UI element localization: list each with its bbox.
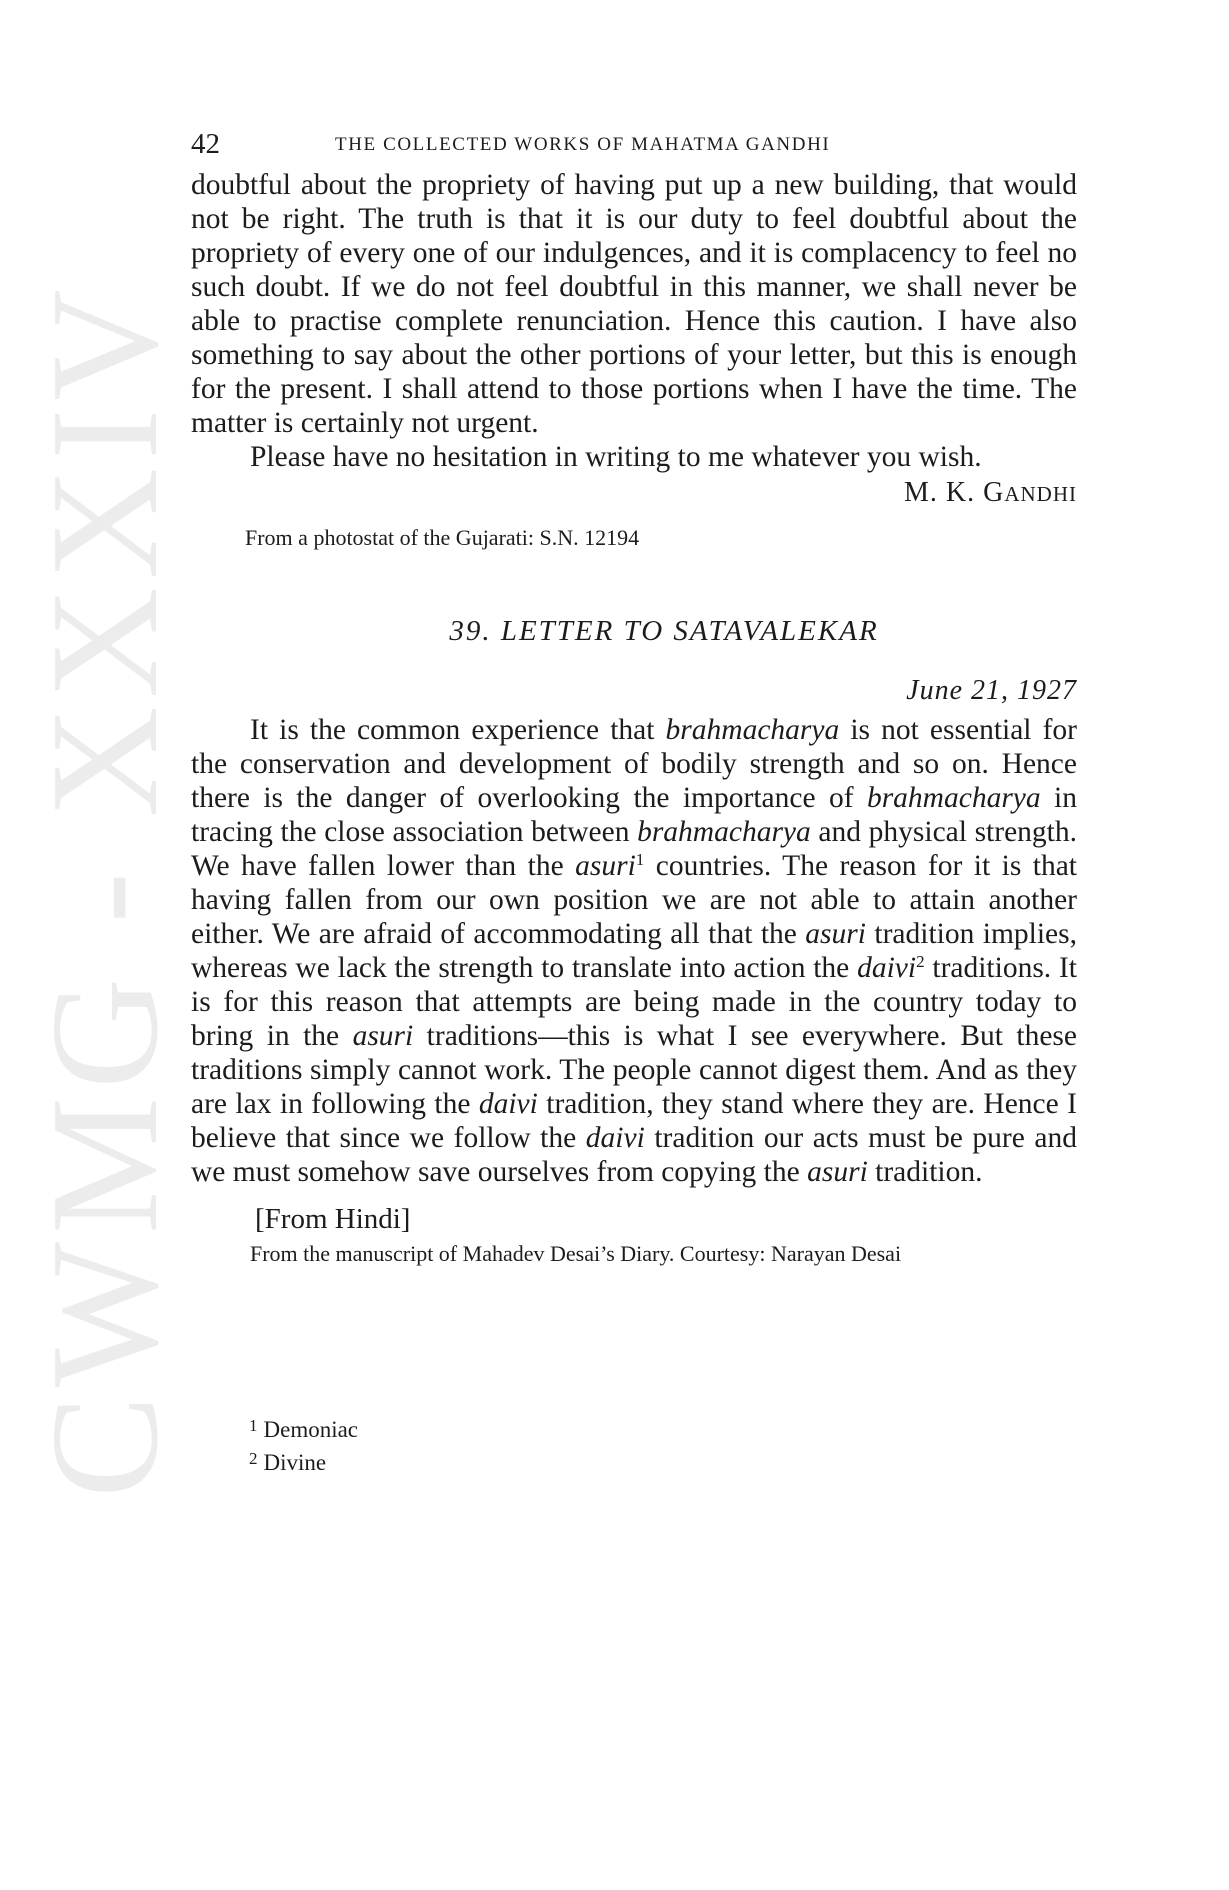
- body-text: in tracing the close association between: [191, 782, 1077, 848]
- footnote-ref: 1: [635, 850, 645, 869]
- body-text: countries. The reason for it is that having fallen from our own position we are not able to attain another either. We are afraid of accommodating all that the: [191, 850, 1077, 950]
- footnote-number: 2: [249, 1449, 258, 1468]
- body-text: is not essential for the conservation and development of bodily strength and so on. Hence there is the danger of overlooking the importance of: [191, 714, 1077, 814]
- letter-body: [191, 713, 1077, 1189]
- body-italic: brahmacharya: [637, 816, 811, 848]
- body-italic: asuri: [807, 1156, 868, 1188]
- body-italic: brahmacharya: [866, 782, 1041, 814]
- body-text: tradition, they stand where they are. Hence I believe that since we follow the: [191, 1088, 1077, 1154]
- signature: [191, 476, 1077, 511]
- body-italic: daivi: [585, 1122, 645, 1154]
- letter-title: 39. LETTER TO SATAVALEKAR: [449, 615, 879, 647]
- body-text: and physical strength. We have fallen lower than the: [191, 816, 1077, 882]
- from-hindi-note: [From Hindi]: [255, 1203, 411, 1235]
- signature-g: G: [983, 477, 1005, 508]
- footnote-text: Divine: [263, 1450, 327, 1475]
- body-text: tradition implies, whereas we lack the strength to translate into action the: [191, 918, 1077, 984]
- footnote-item: [249, 1411, 1077, 1444]
- running-head: THE COLLECTED WORKS OF MAHATMA GANDHI: [335, 134, 831, 155]
- previous-letter-source: From a photostat of the Gujarati: S.N. 12194: [245, 525, 640, 550]
- previous-letter-paragraph: doubtful about the propriety of having put up a new building, that would not be right. The truth is that it is our duty to feel doubtful about the propriety of every one of our indulgences, and it is complacency to feel no such doubt. If we do not feel doubtful in this manner, we shall never be able to practise complete renunciation. Hence this caution. I have also something to say about the other portions of your letter, but this is enough for the present. I shall attend to those portions when I have the time. The matter is certainly not urgent.: [191, 169, 1077, 439]
- footnote-text: Demoniac: [263, 1417, 359, 1442]
- footnote-item: [249, 1444, 1077, 1477]
- body-italic: asuri: [352, 1020, 414, 1052]
- letter-date: June 21, 1927: [906, 675, 1077, 706]
- body-text: tradition our acts must be pure and we must somehow save ourselves from copying the: [191, 1122, 1077, 1188]
- page-content: [191, 128, 1077, 1477]
- body-text: It is the common experience that: [250, 714, 666, 746]
- body-italic: daivi: [857, 952, 917, 984]
- footnote-ref: 2: [916, 952, 925, 971]
- page-header: [191, 128, 1077, 168]
- body-text: tradition.: [867, 1156, 983, 1188]
- body-italic: asuri: [805, 918, 866, 950]
- watermark: CWMG - XXXIV: [20, 281, 190, 1498]
- body-text: traditions—this is what I see everywhere. But these traditions simply cannot work. The people cannot digest them. And as they are lax in following the: [191, 1020, 1077, 1120]
- body-text: traditions. It is for this reason that attempts are being made in the country today to bring in the: [191, 952, 1077, 1052]
- letter-source: From the manuscript of Mahadev Desai’s Diary. Courtesy: Narayan Desai: [250, 1241, 902, 1266]
- footnote-number: 1: [249, 1416, 258, 1435]
- body-italic: asuri: [575, 850, 636, 882]
- signature-rest: ANDHI: [1004, 482, 1077, 506]
- signature-initials: M. K.: [903, 477, 984, 508]
- page-number: 42: [191, 128, 220, 160]
- footnotes: [191, 1411, 1077, 1477]
- previous-letter-closing: Please have no hesitation in writing to me whatever you wish.: [250, 441, 982, 473]
- body-italic: brahmacharya: [665, 714, 840, 746]
- body-italic: daivi: [478, 1088, 538, 1120]
